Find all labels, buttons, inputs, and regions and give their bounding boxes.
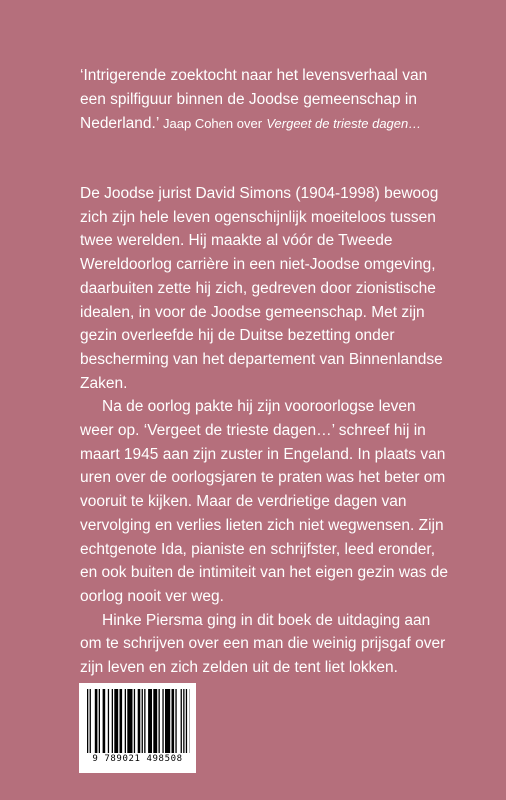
barcode-bar bbox=[148, 689, 152, 753]
quote-attribution-title: Vergeet de trieste dagen… bbox=[266, 116, 422, 131]
barcode-bar bbox=[162, 689, 163, 753]
barcode-bar bbox=[186, 689, 187, 753]
barcode-bar bbox=[90, 689, 91, 753]
barcode-bar bbox=[112, 689, 113, 753]
barcode-bar bbox=[159, 689, 160, 753]
review-quote bbox=[80, 64, 450, 136]
blurb-paragraph-3: Hinke Piersma ging in dit boek de uitdaging aan om te schrijven over een man die weinig prijsgaf over zijn leven en zich zelden uit de tent liet lokken. bbox=[80, 611, 446, 677]
barcode-bar bbox=[175, 689, 176, 753]
barcode-bar bbox=[138, 689, 141, 753]
barcode-bar bbox=[108, 689, 109, 753]
barcode-bar bbox=[144, 689, 145, 753]
barcode-bar bbox=[114, 689, 118, 753]
barcode-bar bbox=[134, 689, 135, 753]
barcode-bar bbox=[153, 689, 157, 753]
quote-attribution: Jaap Cohen over bbox=[163, 116, 263, 131]
barcode-bar bbox=[103, 689, 106, 753]
barcode-bar bbox=[165, 689, 170, 753]
blurb-paragraph-1: De Joodse jurist David Simons (1904-1998) bewoog zich zijn hele leven ogenschijnlijk moeiteloos tussen twee werelden. Hij maakte al vóór de Tweede Wereldoorlog carrière in een niet-Joodse omgeving, daarbuiten zette hij zich, gedreven door zionistische idealen, in voor de Joodse gemeenschap. Met zijn gezin overleefde hij de Duitse bezetting onder bescherming van het departement van Binnenlandse Zaken. bbox=[80, 185, 443, 392]
isbn-number: 9 789021 498508 bbox=[92, 754, 183, 764]
barcode-bars bbox=[85, 689, 190, 753]
quote-text: ‘Intrigerende zoektocht naar het levensverhaal van een spilfiguur binnen de Joodse gemeenschap in Nederland.’ bbox=[80, 67, 428, 132]
blurb-paragraph-2: Na de oorlog pakte hij zijn vooroorlogse leven weer op. ‘Vergeet de trieste dagen…’ schreef hij in maart 1945 aan zijn zuster in Engeland. In plaats van uren over de oorlogsjaren te praten was het beter om vooruit te kijken. Maar de verdrietige dagen van vervolging en verlies lieten zich niet wegwensen. Zijn echtgenote Ida, pianiste en schrijfster, leed eronder, en ook buiten de intimiteit van het eigen gezin was de oorlog nooit ver weg. bbox=[80, 398, 448, 605]
barcode-bar bbox=[127, 689, 132, 753]
barcode-bar bbox=[87, 689, 88, 753]
barcode-bar bbox=[125, 689, 126, 753]
barcode-bar bbox=[181, 689, 182, 753]
barcode-bar bbox=[99, 689, 100, 753]
barcode-bar bbox=[120, 689, 123, 753]
blurb bbox=[80, 182, 452, 680]
barcode-bar bbox=[95, 689, 98, 753]
barcode-bar bbox=[183, 689, 184, 753]
isbn-barcode bbox=[79, 683, 196, 773]
barcode-bar bbox=[142, 689, 143, 753]
barcode-bar bbox=[172, 689, 175, 753]
